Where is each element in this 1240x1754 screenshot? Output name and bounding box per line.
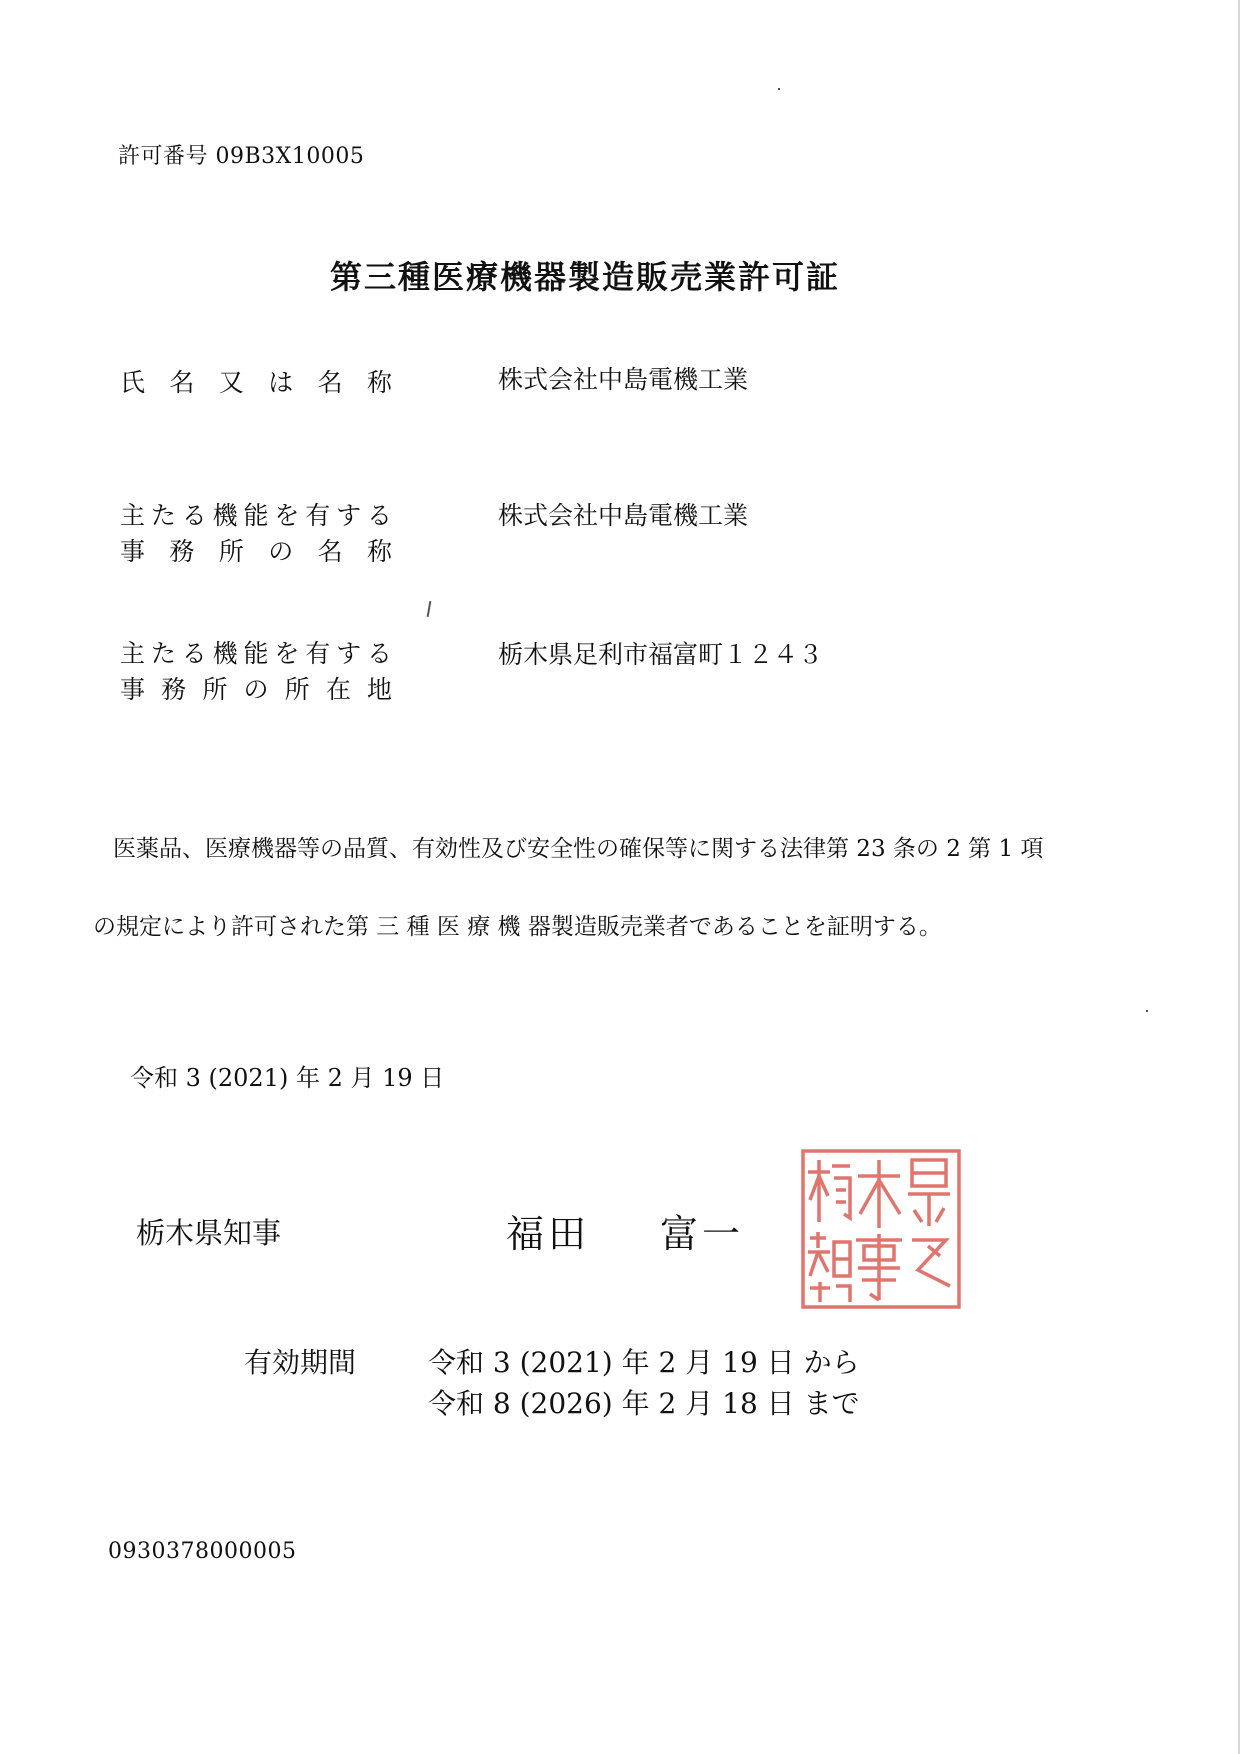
permit-number bbox=[118, 139, 364, 170]
certification-line-2: の規定により許可された第 三 種 医 療 機 器製造販売業者であることを証明する。 bbox=[93, 914, 942, 940]
field-label-name bbox=[120, 365, 392, 401]
validity-label: 有効期間 bbox=[244, 1346, 357, 1379]
field-label-name-line1: 氏名又は名称 bbox=[120, 368, 392, 397]
field-label-office-address-line2: 事務所の所在地 bbox=[120, 675, 392, 704]
field-label-office-address-line1: 主たる機能を有する bbox=[120, 639, 392, 668]
field-label-office-name-line1: 主たる機能を有する bbox=[120, 501, 392, 530]
field-label-office-address bbox=[120, 636, 392, 708]
document-title: 第三種医療機器製造販売業許可証 bbox=[330, 258, 841, 296]
permit-number-label: 許可番号 bbox=[118, 144, 209, 169]
field-label-office-name bbox=[120, 498, 392, 570]
issuer-title: 栃木県知事 bbox=[136, 1216, 282, 1250]
issuer-given-name: 富一 bbox=[660, 1212, 745, 1256]
field-value-office-name: 株式会社中島電機工業 bbox=[498, 501, 749, 530]
field-value-office-address: 栃木県足利市福富町１２４３ bbox=[498, 640, 824, 669]
certification-line-1: 医薬品、医療機器等の品質、有効性及び安全性の確保等に関する法律第 23 条の 2 第 1 項 bbox=[113, 836, 1044, 862]
issuer-signature bbox=[506, 1203, 744, 1258]
permit-number-value: 09B3X10005 bbox=[215, 144, 365, 169]
official-seal-stamp bbox=[800, 1148, 962, 1310]
field-value-name: 株式会社中島電機工業 bbox=[498, 365, 749, 394]
validity-from: 令和 3 (2021) 年 2 月 19 日 から bbox=[428, 1346, 860, 1379]
validity-to: 令和 8 (2026) 年 2 月 18 日 まで bbox=[428, 1387, 860, 1420]
scan-speck bbox=[1146, 1010, 1148, 1012]
scan-speck bbox=[778, 88, 780, 90]
field-label-office-name-line2: 事務所の名称 bbox=[120, 537, 392, 566]
issue-date: 令和 3 (2021) 年 2 月 19 日 bbox=[130, 1064, 445, 1092]
issuer-surname: 福田 bbox=[506, 1212, 591, 1256]
scan-speck bbox=[427, 601, 432, 617]
registration-number: 0930378000005 bbox=[108, 1539, 297, 1564]
